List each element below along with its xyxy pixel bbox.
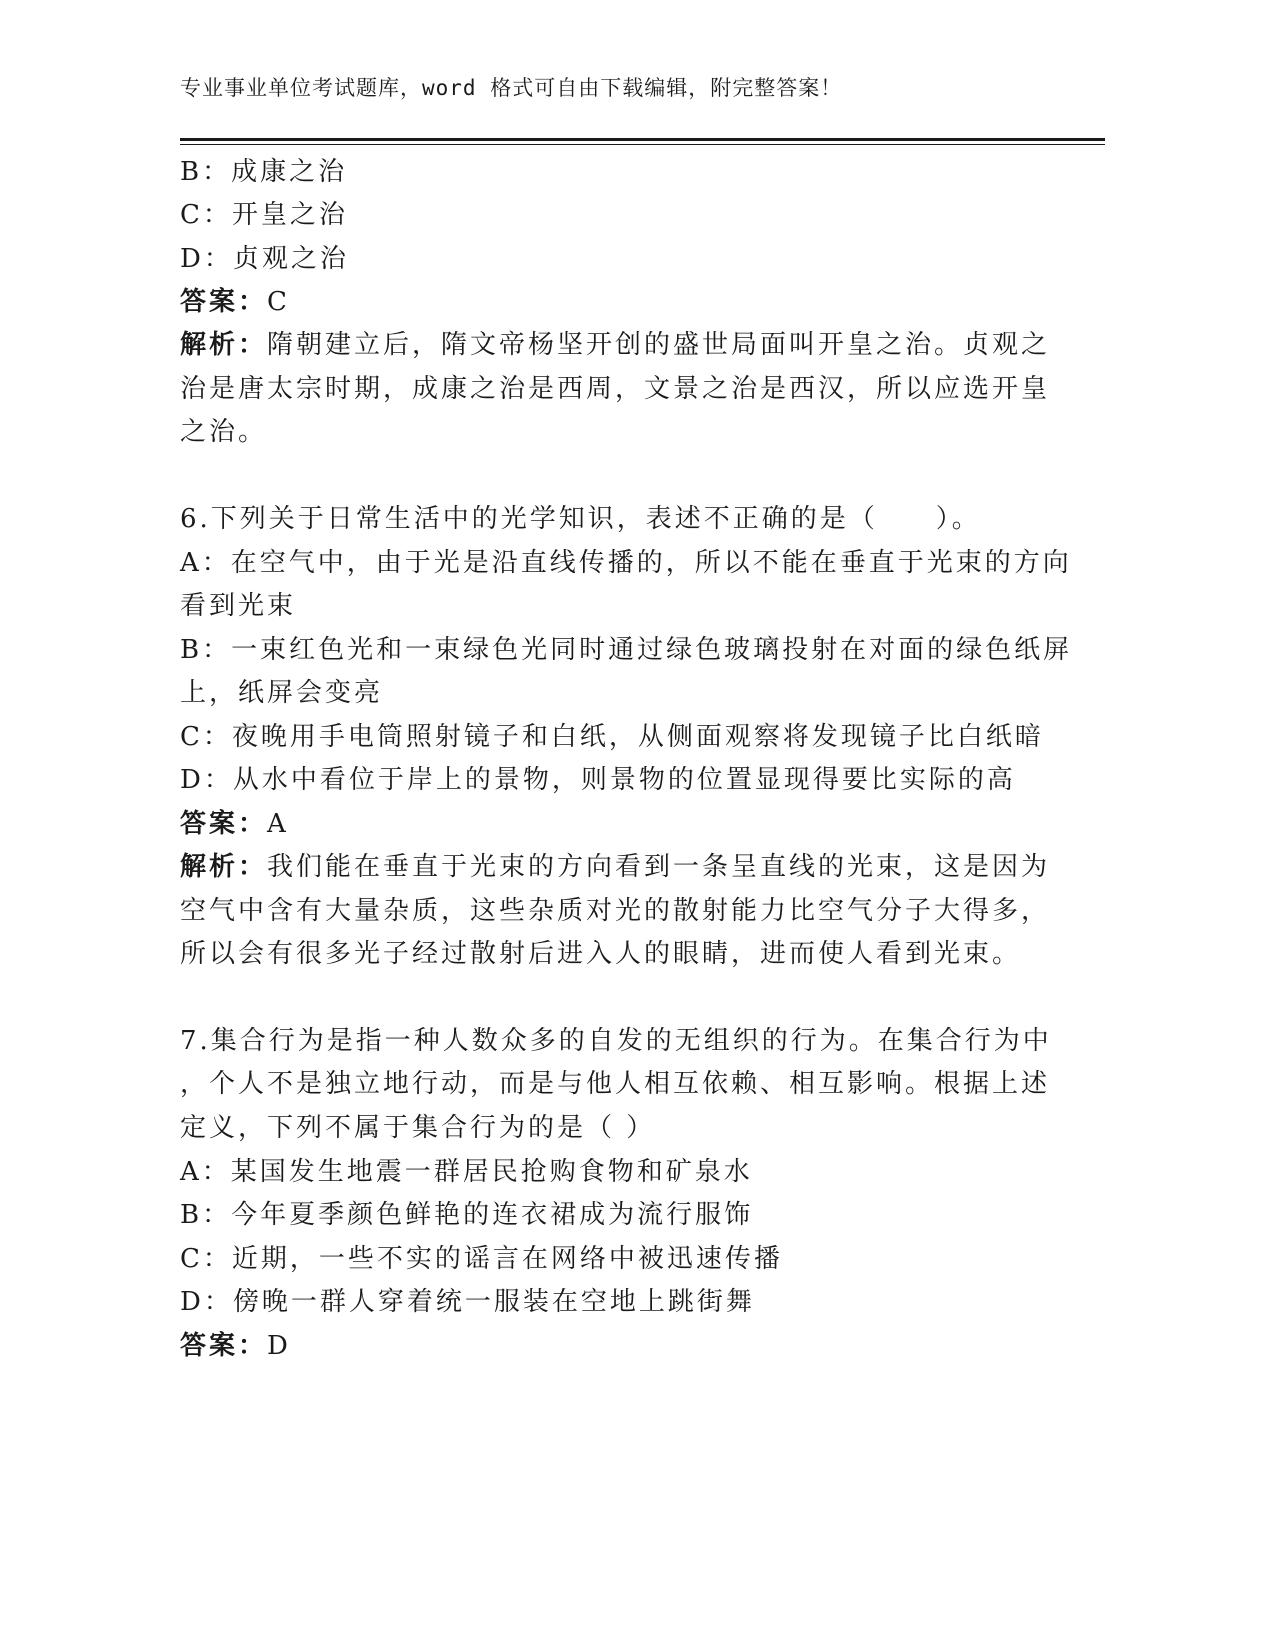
q6-option-b-line-1: B：一束红色光和一束绿色光同时通过绿色玻璃投射在对面的绿色纸屏 bbox=[180, 635, 1073, 665]
q7-stem-line-3: 定义，下列不属于集合行为的是（ ） bbox=[180, 1113, 656, 1143]
answer-value: C bbox=[267, 287, 290, 317]
header-note: 专业事业单位考试题库，word 格式可自由下载编辑，附完整答案！ bbox=[180, 76, 843, 100]
q5-answer bbox=[180, 286, 290, 318]
q5-option-c: C：开皇之治 bbox=[180, 200, 348, 230]
answer-label: 答案： bbox=[180, 809, 268, 839]
q7-answer bbox=[180, 1330, 291, 1362]
q6-option-a-line-2: 看到光束 bbox=[180, 591, 297, 621]
q6-stem: 6.下列关于日常生活中的光学知识，表述不正确的是（ ）。 bbox=[180, 504, 981, 534]
q7-option-a: A：某国发生地震一群居民抢购食物和矿泉水 bbox=[180, 1157, 753, 1187]
q6-analysis-line-2: 空气中含有大量杂质，这些杂质对光的散射能力比空气分子大得多， bbox=[180, 896, 1051, 926]
q7-option-d: D：傍晚一群人穿着统一服装在空地上跳街舞 bbox=[180, 1287, 755, 1317]
q6-option-c: C：夜晚用手电筒照射镜子和白纸，从侧面观察将发现镜子比白纸暗 bbox=[180, 722, 1044, 752]
q6-analysis-line-1 bbox=[180, 851, 1050, 883]
q5-option-b: B：成康之治 bbox=[180, 157, 348, 187]
q5-analysis-line-2: 治是唐太宗时期，成康之治是西周，文景之治是西汉，所以应选开皇 bbox=[180, 374, 1051, 404]
header-rule-thick bbox=[180, 138, 1105, 141]
header-rule-thin bbox=[180, 144, 1105, 145]
q6-option-d: D：从水中看位于岸上的景物，则景物的位置显现得要比实际的高 bbox=[180, 765, 1016, 795]
q5-option-d: D：贞观之治 bbox=[180, 244, 349, 274]
q6-option-a-line-1: A：在空气中，由于光是沿直线传播的，所以不能在垂直于光束的方向 bbox=[180, 548, 1072, 578]
q7-option-c: C：近期，一些不实的谣言在网络中被迅速传播 bbox=[180, 1244, 783, 1274]
analysis-text: 我们能在垂直于光束的方向看到一条呈直线的光束，这是因为 bbox=[267, 852, 1051, 882]
q6-answer bbox=[180, 808, 289, 840]
q6-analysis-line-3: 所以会有很多光子经过散射后进入人的眼睛，进而使人看到光束。 bbox=[180, 939, 1022, 969]
answer-value: A bbox=[267, 809, 289, 839]
analysis-label: 解析： bbox=[180, 852, 268, 882]
q7-option-b: B：今年夏季颜色鲜艳的连衣裙成为流行服饰 bbox=[180, 1200, 754, 1230]
q5-analysis-line-1 bbox=[180, 329, 1050, 361]
analysis-label: 解析： bbox=[180, 330, 268, 360]
q7-stem-line-2: ，个人不是独立地行动，而是与他人相互依赖、相互影响。根据上述 bbox=[180, 1069, 1051, 1099]
analysis-text: 隋朝建立后，隋文帝杨坚开创的盛世局面叫开皇之治。贞观之 bbox=[267, 330, 1051, 360]
q5-analysis-line-3: 之治。 bbox=[180, 417, 268, 447]
q7-stem-line-1: 7.集合行为是指一种人数众多的自发的无组织的行为。在集合行为中 bbox=[180, 1026, 1052, 1056]
answer-label: 答案： bbox=[180, 1331, 268, 1361]
answer-label: 答案： bbox=[180, 287, 268, 317]
q6-option-b-line-2: 上，纸屏会变亮 bbox=[180, 678, 384, 708]
answer-value: D bbox=[267, 1331, 291, 1361]
